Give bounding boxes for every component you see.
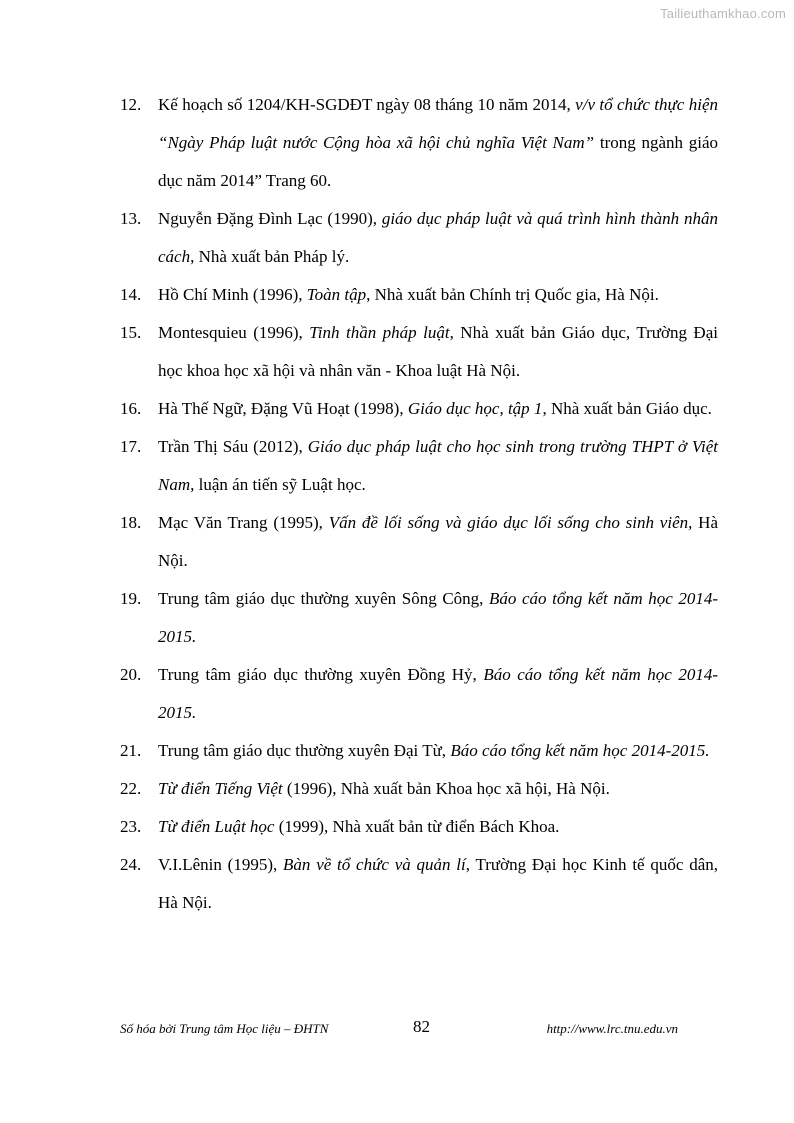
reference-text [158,428,718,504]
reference-item [120,200,718,276]
reference-number: 22. [120,779,142,798]
reference-number: 13. [120,209,142,228]
reference-text [158,732,718,770]
reference-text-segment: Mạc Văn Trang (1995), [158,513,329,532]
reference-title-italic: Vấn đề lối sống và giáo dục lối sống cho sinh viên [328,513,689,532]
reference-text-segment: Trần Thị Sáu (2012), [158,437,308,456]
reference-number: 20. [120,665,142,684]
reference-number: 18. [120,513,142,532]
reference-item [120,808,718,846]
reference-text-segment: , Nhà xuất bản Giáo dục, Trường Đại học khoa học xã hội và nhân văn - Khoa luật Hà Nội. [158,323,718,380]
reference-item [120,86,718,200]
reference-title-italic: Báo cáo tổng kết năm học 2014-2015. [158,589,718,646]
reference-title-italic: Toàn tập [306,285,367,304]
reference-text-segment: , Hà Nội. [158,513,719,570]
reference-number: 21. [120,741,142,760]
reference-number: 17. [120,437,142,456]
reference-title-italic: Bàn về tổ chức và quản lí [283,855,466,874]
reference-text-segment: Montesquieu (1996), [158,323,310,342]
reference-text [158,580,718,656]
reference-number: 24. [120,855,142,874]
page-footer [120,1019,718,1043]
reference-list [120,86,718,922]
reference-title-italic: Từ điển Tiếng Việt [158,779,283,798]
reference-item [120,732,718,770]
footer-digitized-by: Số hóa bởi Trung tâm Học liệu – ĐHTN [120,1021,329,1036]
reference-number: 15. [120,323,142,342]
reference-text [158,656,718,732]
reference-text-segment: luận án tiến sỹ Luật học. [194,475,366,494]
watermark-text: Tailieuthamkhao.com [660,6,786,21]
reference-text-segment: Trung tâm giáo dục thường xuyên Đồng Hỷ, [158,665,484,684]
reference-number: 19. [120,589,142,608]
reference-number: 23. [120,817,142,836]
reference-text-segment: Kế hoạch số 1204/KH-SGDĐT ngày 08 tháng 10 năm 2014, [158,95,576,114]
reference-text-segment: , Trường Đại học Kinh tế quốc dân, Hà Nội. [158,855,718,912]
reference-text-segment: Trung tâm giáo dục thường xuyên Đại Từ, [158,741,451,760]
reference-text [158,390,718,428]
reference-text-segment: (1999), Nhà xuất bản từ điển Bách Khoa. [274,817,560,836]
reference-number: 16. [120,399,142,418]
reference-text-segment: (1996), Nhà xuất bản Khoa học xã hội, Hà Nội. [282,779,610,798]
reference-title-italic: Báo cáo tổng kết năm học 2014-2015. [158,665,718,722]
reference-text [158,200,718,276]
reference-item [120,428,718,504]
page-number: 82 [413,1017,430,1036]
reference-item [120,770,718,808]
reference-title-italic: giáo dục pháp luật và quá trình hình thành nhân cách [158,209,718,266]
reference-text [158,276,718,314]
reference-title-italic: Từ điển Luật học [158,817,275,836]
reference-item [120,504,718,580]
reference-text [158,808,718,846]
reference-text-segment: Nguyễn Đặng Đình Lạc (1990), [158,209,382,228]
reference-title-italic: Tinh thần pháp luật [309,323,450,342]
reference-item [120,580,718,656]
reference-item [120,276,718,314]
reference-text [158,314,718,390]
reference-title-italic: Báo cáo tổng kết năm học 2014-2015. [450,741,710,760]
reference-text-segment: Trung tâm giáo dục thường xuyên Sông Công, [158,589,489,608]
reference-title-italic: Giáo dục học, tập 1 [407,399,543,418]
reference-text [158,846,718,922]
reference-text-segment: , Nhà xuất bản Giáo dục. [542,399,712,418]
reference-item [120,314,718,390]
reference-text [158,770,718,808]
footer-url[interactable]: http://www.lrc.tnu.edu.vn [546,1021,678,1036]
reference-text-segment: Hồ Chí Minh (1996), [158,285,307,304]
reference-text-segment: trong ngành giáo dục năm 2014” Trang 60. [158,133,719,190]
reference-item [120,656,718,732]
reference-number: 14. [120,285,142,304]
reference-text [158,504,718,580]
reference-text-segment: , Nhà xuất bản Pháp lý. [190,247,350,266]
reference-title-italic: v/v tổ chức thực hiện “Ngày Pháp luật nước Cộng hòa xã hội chủ nghĩa Việt Nam” [158,95,718,152]
reference-text-segment: , Nhà xuất bản Chính trị Quốc gia, Hà Nội. [366,285,659,304]
reference-number: 12. [120,95,142,114]
reference-title-italic: Giáo dục pháp luật cho học sinh trong trường THPT ở Việt Nam, [158,437,718,494]
reference-text-segment: Hà Thế Ngữ, Đặng Vũ Hoạt (1998), [158,399,408,418]
reference-text [158,86,718,200]
reference-item [120,846,718,922]
reference-item [120,390,718,428]
reference-text-segment: V.I.Lênin (1995), [158,855,284,874]
